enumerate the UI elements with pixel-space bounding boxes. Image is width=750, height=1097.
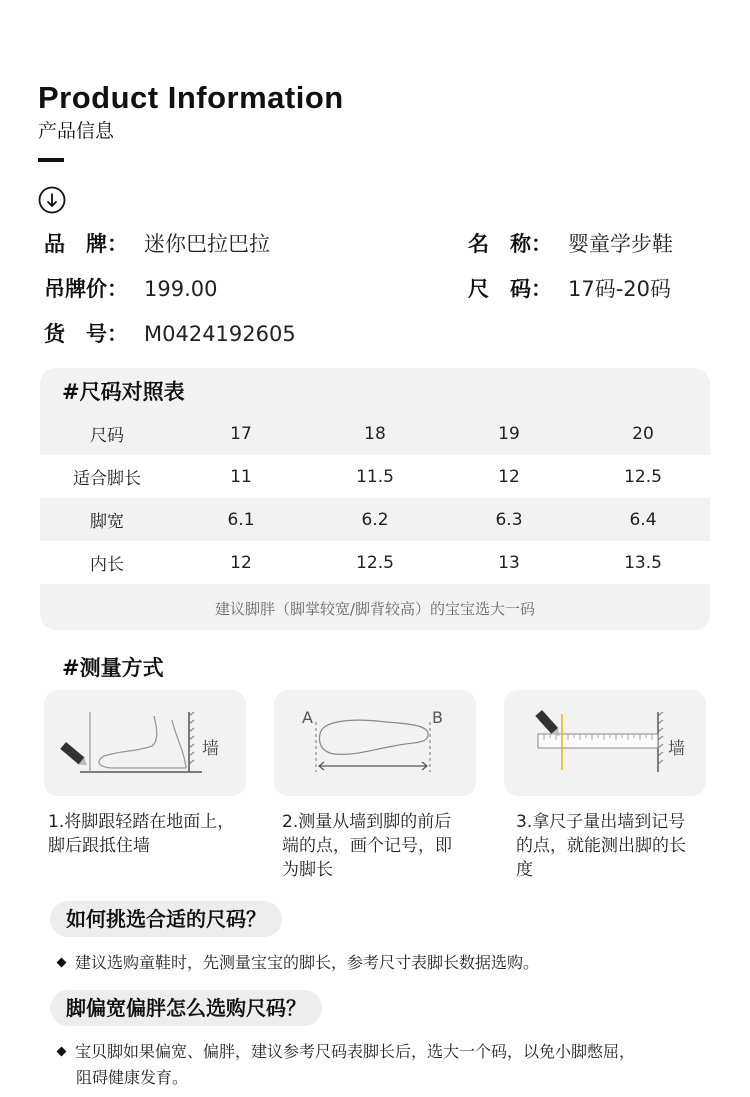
- faq-question-1: 如何挑选合适的尺码？: [50, 901, 282, 937]
- step-2-illustration: [274, 690, 476, 796]
- table-cell: 19: [442, 412, 576, 455]
- brand-label: 品 牌：: [44, 232, 128, 256]
- table-cell: 12.5: [308, 541, 442, 584]
- table-row: [40, 455, 710, 498]
- table-cell: 6.2: [308, 498, 442, 541]
- table-cell: 11: [174, 455, 308, 498]
- step-2-text: [282, 810, 452, 882]
- table-cell: 12: [174, 541, 308, 584]
- info-item-number: [44, 320, 296, 348]
- table-cell: 20: [576, 412, 710, 455]
- price-label: 吊牌价：: [44, 277, 128, 301]
- faq-answer-2-continued: 阻碍健康发育。: [76, 1068, 189, 1087]
- title-chinese: 产品信息: [38, 120, 115, 142]
- table-cell: 13.5: [576, 541, 710, 584]
- step-2-line: 端的点，画个记号，即: [282, 836, 452, 856]
- size-chart-note: 建议脚胖（脚掌较宽/脚背较高）的宝宝选大一码: [214, 600, 536, 618]
- table-cell: 13: [442, 541, 576, 584]
- item-value: M0424192605: [144, 322, 296, 346]
- table-row: [40, 541, 710, 584]
- point-a-label: A: [302, 708, 313, 727]
- step-3-text: [516, 810, 686, 882]
- arrow-down-circle-icon[interactable]: [38, 186, 66, 214]
- info-price: [44, 275, 217, 303]
- step-1-line: 脚后跟抵住墙: [48, 836, 150, 856]
- size-value: 17码-20码: [568, 277, 672, 301]
- wall-label: 墙: [202, 739, 219, 759]
- info-brand: [44, 230, 270, 258]
- faq-question-2: 脚偏宽偏胖怎么选购尺码？: [50, 990, 322, 1026]
- table-cell: 尺码: [40, 412, 174, 455]
- brand-value: 迷你巴拉巴拉: [144, 232, 270, 256]
- method-title: #测量方式: [62, 656, 164, 680]
- size-chart-card: [40, 368, 710, 630]
- info-name: [468, 230, 673, 258]
- size-chart-table: [40, 412, 710, 584]
- table-cell: 12.5: [576, 455, 710, 498]
- step-3-line: 度: [516, 860, 533, 880]
- title-underline: [38, 158, 64, 162]
- name-value: 婴童学步鞋: [568, 232, 673, 256]
- table-cell: 6.3: [442, 498, 576, 541]
- info-size: [468, 275, 671, 303]
- price-value: 199.00: [144, 277, 218, 301]
- table-cell: 内长: [40, 541, 174, 584]
- faq-answer-2-text: 宝贝脚如果偏宽、偏胖，建议参考尺码表脚长后，选大一个码，以免小脚憋屈，: [75, 1042, 636, 1061]
- step-2-line: 2.测量从墙到脚的前后: [282, 812, 452, 832]
- size-label: 尺 码：: [468, 277, 552, 301]
- wall-label: 墙: [668, 739, 685, 759]
- table-cell: 17: [174, 412, 308, 455]
- table-cell: 11.5: [308, 455, 442, 498]
- point-b-label: B: [432, 708, 443, 727]
- table-cell: 12: [442, 455, 576, 498]
- table-row: [40, 412, 710, 455]
- table-cell: 脚宽: [40, 498, 174, 541]
- step-3-line: 3.拿尺子量出墙到记号: [516, 812, 686, 832]
- table-cell: 18: [308, 412, 442, 455]
- step-1-text: [48, 810, 234, 858]
- title-english: Product Information: [38, 80, 344, 115]
- step-3-line: 的点，就能测出脚的长: [516, 836, 686, 856]
- table-cell: 6.4: [576, 498, 710, 541]
- faq-answer-2: [58, 1039, 635, 1065]
- diamond-bullet-icon: [57, 1047, 67, 1057]
- step-1-illustration: [44, 690, 246, 796]
- table-row: [40, 498, 710, 541]
- faq-answer-1-text: 建议选购童鞋时，先测量宝宝的脚长，参考尺寸表脚长数据选购。: [75, 953, 540, 972]
- item-label: 货 号：: [44, 322, 128, 346]
- step-2-line: 为脚长: [282, 860, 333, 880]
- table-cell: 6.1: [174, 498, 308, 541]
- step-1-line: 1.将脚跟轻踏在地面上，: [48, 812, 235, 832]
- diamond-bullet-icon: [57, 958, 67, 968]
- foot-outline-icon: [274, 690, 476, 796]
- size-chart-title: #尺码对照表: [62, 380, 185, 404]
- faq-answer-1: [58, 950, 539, 976]
- name-label: 名 称：: [468, 232, 552, 256]
- table-cell: 适合脚长: [40, 455, 174, 498]
- step-3-illustration: [504, 690, 706, 796]
